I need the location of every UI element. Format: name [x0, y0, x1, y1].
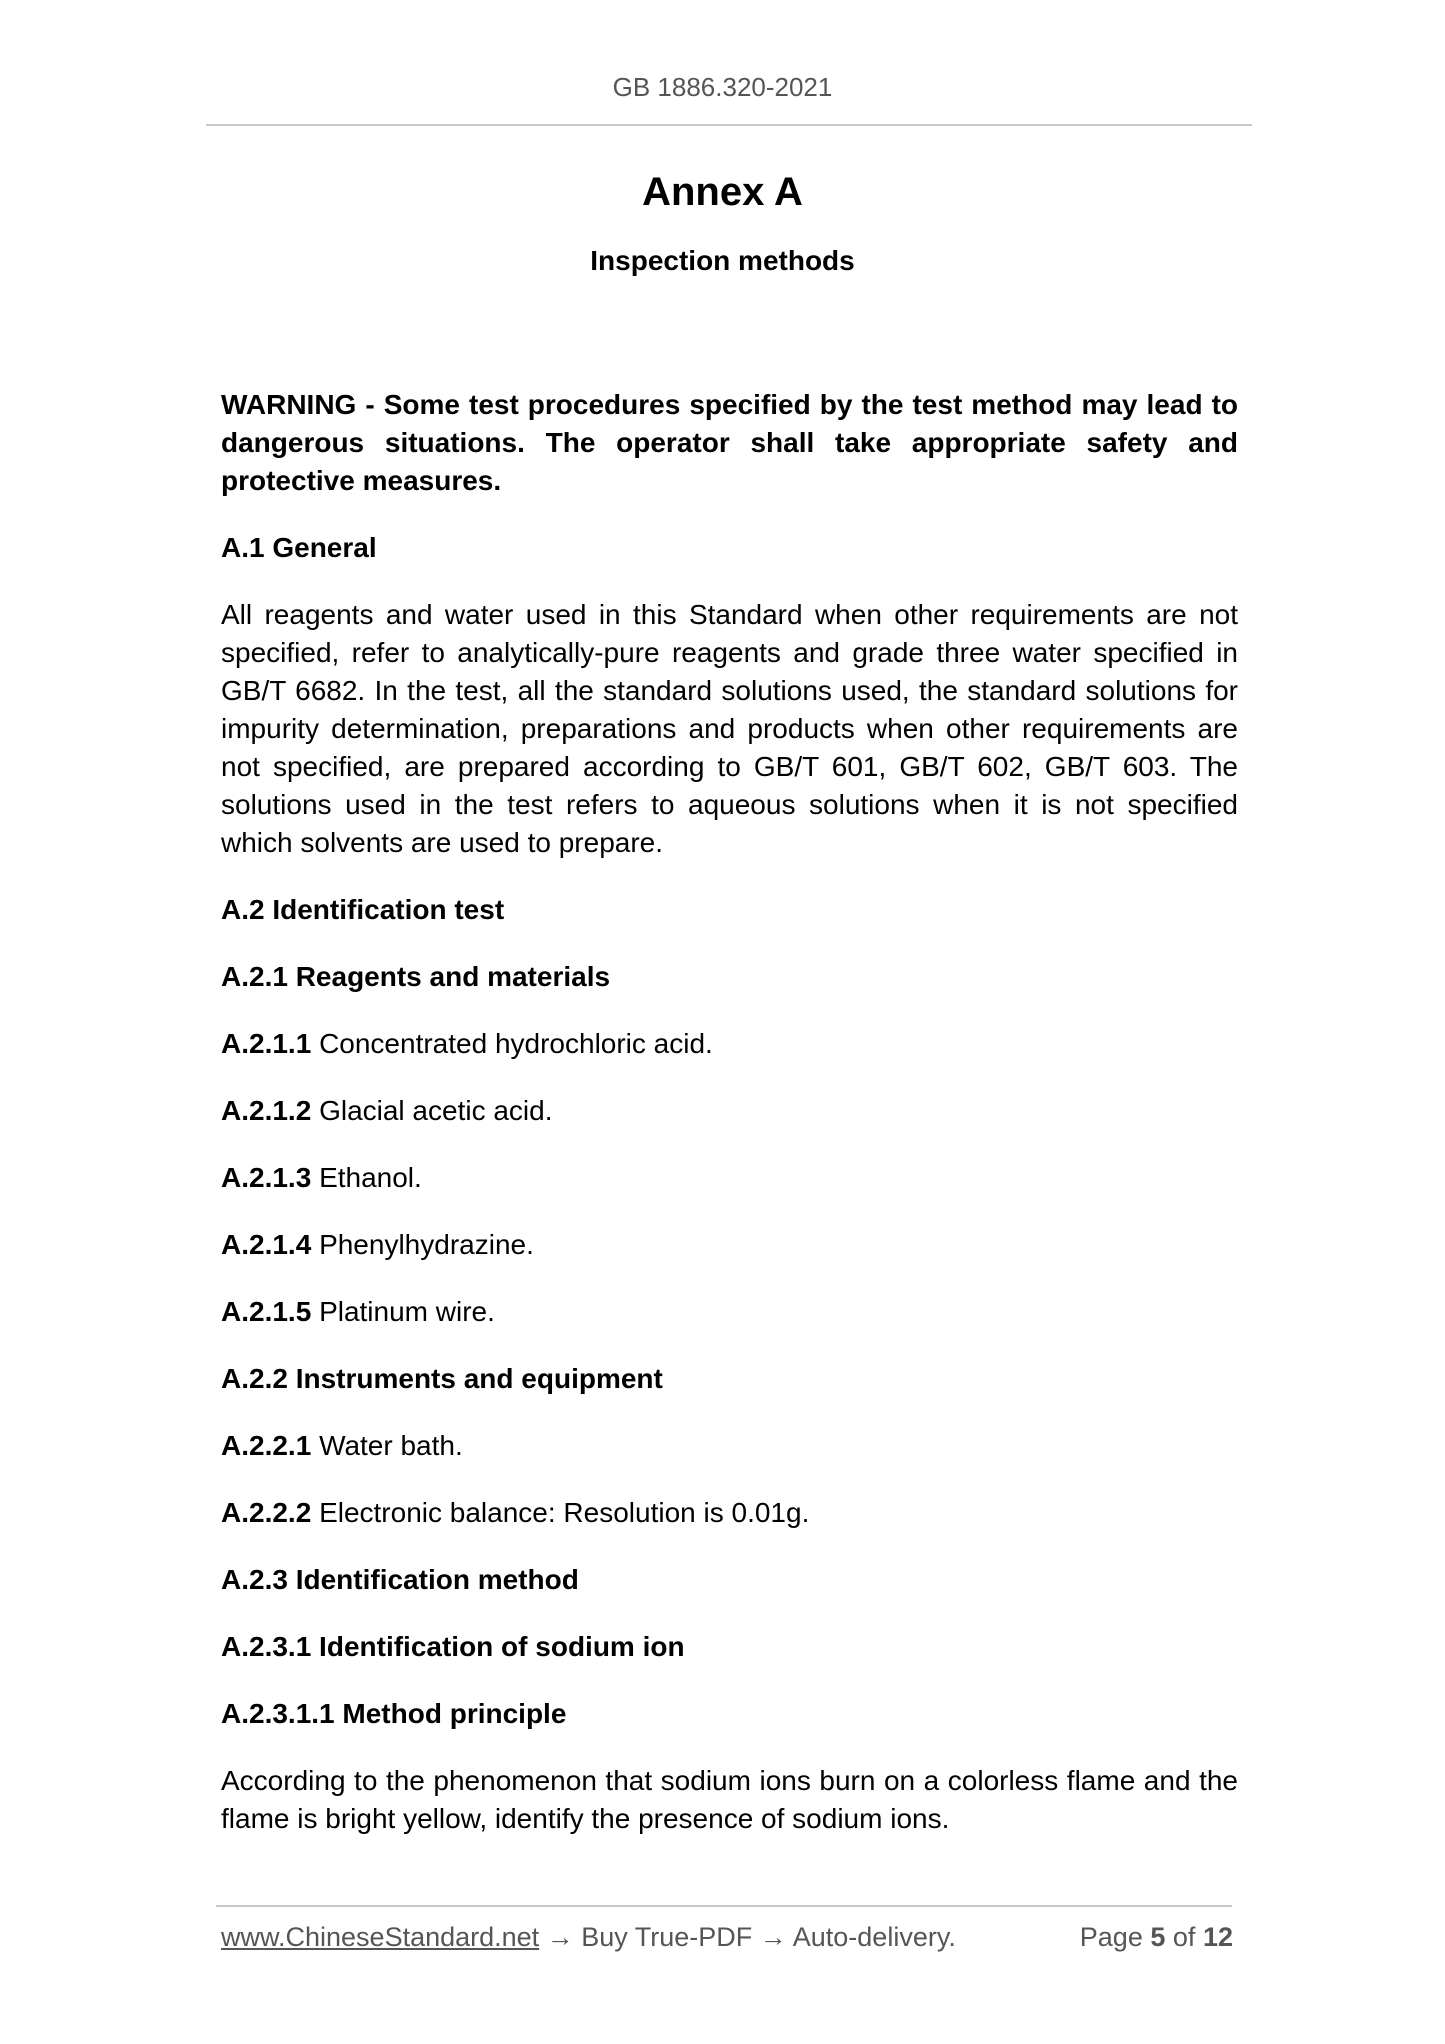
- list-item: [221, 1092, 1238, 1130]
- page-current: 5: [1150, 1922, 1166, 1952]
- list-item: [221, 1159, 1238, 1197]
- page-of: of: [1172, 1922, 1196, 1952]
- item-number: A.2.2.1: [221, 1430, 312, 1461]
- page-footer: [221, 1922, 1233, 1953]
- header-divider: [206, 124, 1252, 126]
- annex-title: Annex A: [642, 170, 803, 214]
- section-a2-heading: A.2 Identification test: [221, 894, 505, 925]
- section-a2311-text: According to the phenomenon that sodium ions burn on a colorless flame and the flame is bright yellow, identify the presence of sodium ions.: [221, 1765, 1238, 1834]
- list-item: [221, 1494, 1238, 1532]
- annex-subtitle: Inspection methods: [590, 245, 855, 276]
- page-indicator: [1080, 1922, 1233, 1953]
- item-number: A.2.1.1: [221, 1028, 312, 1059]
- list-item: [221, 1293, 1238, 1331]
- item-text: Ethanol.: [319, 1162, 422, 1193]
- item-text: Water bath.: [319, 1430, 463, 1461]
- section-a2311-heading: A.2.3.1.1 Method principle: [221, 1698, 567, 1729]
- item-number: A.2.1.3: [221, 1162, 312, 1193]
- section-a231-heading: A.2.3.1 Identification of sodium ion: [221, 1631, 685, 1662]
- list-item: [221, 1427, 1238, 1465]
- section-a22-heading: A.2.2 Instruments and equipment: [221, 1363, 663, 1394]
- item-text: Electronic balance: Resolution is 0.01g.: [319, 1497, 810, 1528]
- section-a23-heading: A.2.3 Identification method: [221, 1564, 579, 1595]
- list-item: [221, 1226, 1238, 1264]
- document-code-header: GB 1886.320-2021: [612, 72, 833, 102]
- item-number: A.2.1.4: [221, 1229, 312, 1260]
- section-a1-heading: A.1 General: [221, 532, 377, 563]
- footer-divider: [216, 1905, 1232, 1907]
- section-a1-text: All reagents and water used in this Standard when other requirements are not specified, refer to analytically-pure reagents and grade three water specified in GB/T 6682. In the test, all the standard solutions used, the standard solutions for impurity determination, preparations and products when other requirements are not specified, are prepared according to GB/T 601, GB/T 602, GB/T 603. The solutions used in the test refers to aqueous solutions when it is not specified which solvents are used to prepare.: [221, 599, 1238, 858]
- page-total: 12: [1202, 1922, 1233, 1952]
- section-a21-heading: A.2.1 Reagents and materials: [221, 961, 611, 992]
- warning-paragraph: WARNING - Some test procedures specified by the test method may lead to dangerous situations. The operator shall take appropriate safety and protective measures.: [221, 389, 1238, 496]
- document-body: [221, 386, 1238, 1867]
- item-number: A.2.1.5: [221, 1296, 312, 1327]
- item-number: A.2.2.2: [221, 1497, 312, 1528]
- page-label: Page: [1079, 1922, 1143, 1952]
- item-text: Phenylhydrazine.: [319, 1229, 534, 1260]
- website-link[interactable]: www.ChineseStandard.net: [221, 1922, 540, 1952]
- item-text: Glacial acetic acid.: [319, 1095, 553, 1126]
- item-text: Concentrated hydrochloric acid.: [319, 1028, 713, 1059]
- item-number: A.2.1.2: [221, 1095, 312, 1126]
- item-text: Platinum wire.: [319, 1296, 495, 1327]
- footer-promo-text: → Buy True-PDF → Auto-delivery.: [546, 1922, 956, 1952]
- list-item: [221, 1025, 1238, 1063]
